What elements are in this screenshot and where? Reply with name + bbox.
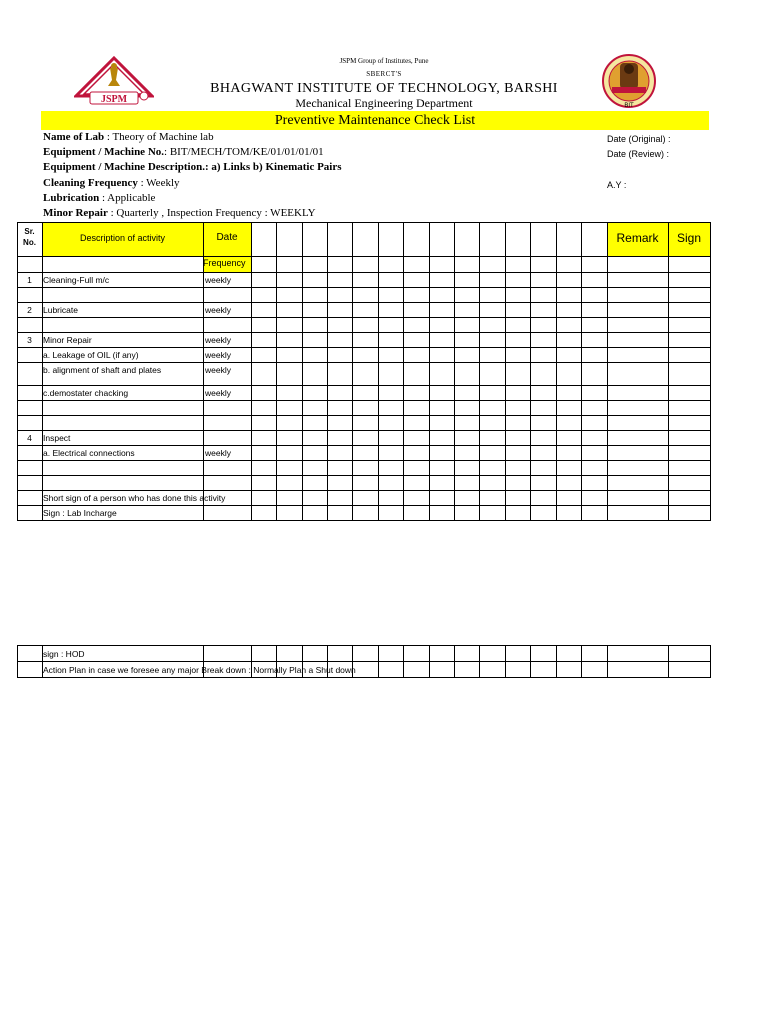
department-name: Mechanical Engineering Department: [295, 96, 473, 110]
grid-line: [454, 645, 455, 678]
group-name: JSPM Group of Institutes, Pune: [339, 57, 429, 65]
header-remark: Remark: [616, 231, 659, 245]
equipment-desc-label: Equipment / Machine Description.: a) Links b) Kinematic Pairs: [43, 161, 342, 173]
lab-label: Name of Lab: [43, 131, 105, 143]
grid-line: [403, 645, 404, 678]
academic-year: A.Y :: [607, 180, 627, 190]
row-sr-number: 4: [27, 433, 32, 443]
date-original: Date (Original) :: [607, 134, 671, 144]
row-description: Sign : Lab Incharge: [43, 508, 117, 518]
row-frequency: weekly: [205, 335, 231, 345]
minor-repair-line: [43, 207, 316, 219]
grid-line: [556, 645, 557, 678]
row-description: Minor Repair: [43, 335, 92, 345]
row-description: a. Electrical connections: [43, 448, 135, 458]
grid-line: [327, 222, 328, 521]
lubrication-line: [43, 192, 155, 204]
grid-line: [352, 222, 353, 521]
grid-line: [378, 645, 379, 678]
frequency-label: Frequency: [203, 258, 246, 268]
header-date: Date: [216, 232, 238, 243]
row-sr-number: 1: [27, 275, 32, 285]
row-description: Lubricate: [43, 305, 78, 315]
hod-sign: sign : HOD: [43, 649, 85, 659]
row-description: c.demostater chacking: [43, 388, 129, 398]
header-description: Description of activity: [79, 233, 166, 243]
row-sr-number: 3: [27, 335, 32, 345]
grid-line: [378, 222, 379, 521]
row-description: Inspect: [43, 433, 71, 443]
grid-line: [668, 645, 669, 678]
minor-repair-label: Minor Repair: [43, 207, 108, 219]
grid-line: [17, 222, 18, 521]
equipment-no-line: [43, 146, 324, 158]
lubrication-value: : Applicable: [99, 192, 156, 204]
grid-line: [479, 645, 480, 678]
header-no: No.: [23, 238, 36, 247]
date-review: Date (Review) :: [607, 149, 670, 159]
grid-line: [17, 645, 18, 678]
grid-line: [607, 645, 608, 678]
row-frequency: weekly: [205, 388, 231, 398]
row-description: b. alignment of shaft and plates: [43, 365, 162, 375]
grid-line: [581, 645, 582, 678]
grid-line: [505, 222, 506, 521]
jspm-logo-text: JSPM: [100, 94, 128, 105]
grid-line: [276, 222, 277, 521]
row-frequency: weekly: [205, 275, 231, 285]
cleaning-label: Cleaning Frequency: [43, 177, 138, 189]
row-frequency: weekly: [205, 365, 231, 375]
header-sr: Sr.: [24, 227, 35, 236]
equipment-no-label: Equipment / Machine No.: [43, 146, 165, 158]
grid-line: [556, 222, 557, 521]
row-sr-number: 2: [27, 305, 32, 315]
grid-line: [505, 645, 506, 678]
cleaning-line: [43, 177, 180, 189]
action-plan: Action Plan in case we foresee any major Break down : Normally Plan a Shut down: [43, 665, 356, 675]
grid-line: [429, 222, 430, 521]
grid-line: [403, 222, 404, 521]
row-description: a. Leakage of OIL (if any): [43, 350, 139, 360]
row-description: Short sign of a person who has done this activity: [43, 493, 226, 503]
row-frequency: weekly: [205, 305, 231, 315]
document-title: Preventive Maintenance Check List: [41, 111, 709, 130]
equipment-no-value: : BIT/MECH/TOM/KE/01/01/01/01: [164, 146, 324, 158]
bit-logo-text: BIT: [624, 103, 634, 109]
row-frequency: weekly: [205, 448, 231, 458]
equipment-desc-line: [43, 161, 342, 173]
grid-line: [668, 222, 669, 521]
row-frequency: weekly: [205, 350, 231, 360]
grid-line: [479, 222, 480, 521]
lubrication-label: Lubrication: [43, 192, 100, 204]
lab-name-line: [43, 131, 214, 143]
grid-line: [530, 222, 531, 521]
institute-name: BHAGWANT INSTITUTE OF TECHNOLOGY, BARSHI: [210, 81, 558, 96]
grid-line: [302, 222, 303, 521]
grid-line: [710, 645, 711, 678]
grid-line: [607, 222, 608, 521]
lab-value: : Theory of Machine lab: [104, 131, 214, 143]
grid-line: [710, 222, 711, 521]
grid-line: [251, 222, 252, 521]
grid-line: [581, 222, 582, 521]
trust-name: SBERCT'S: [366, 70, 402, 78]
grid-line: [530, 645, 531, 678]
row-description: Cleaning-Full m/c: [43, 275, 110, 285]
cleaning-value: : Weekly: [137, 177, 180, 189]
grid-line: [454, 222, 455, 521]
header-sign: Sign: [676, 231, 702, 245]
grid-line: [429, 645, 430, 678]
minor-repair-value: : Quarterly , Inspection Frequency : WEEKLY: [107, 207, 316, 219]
